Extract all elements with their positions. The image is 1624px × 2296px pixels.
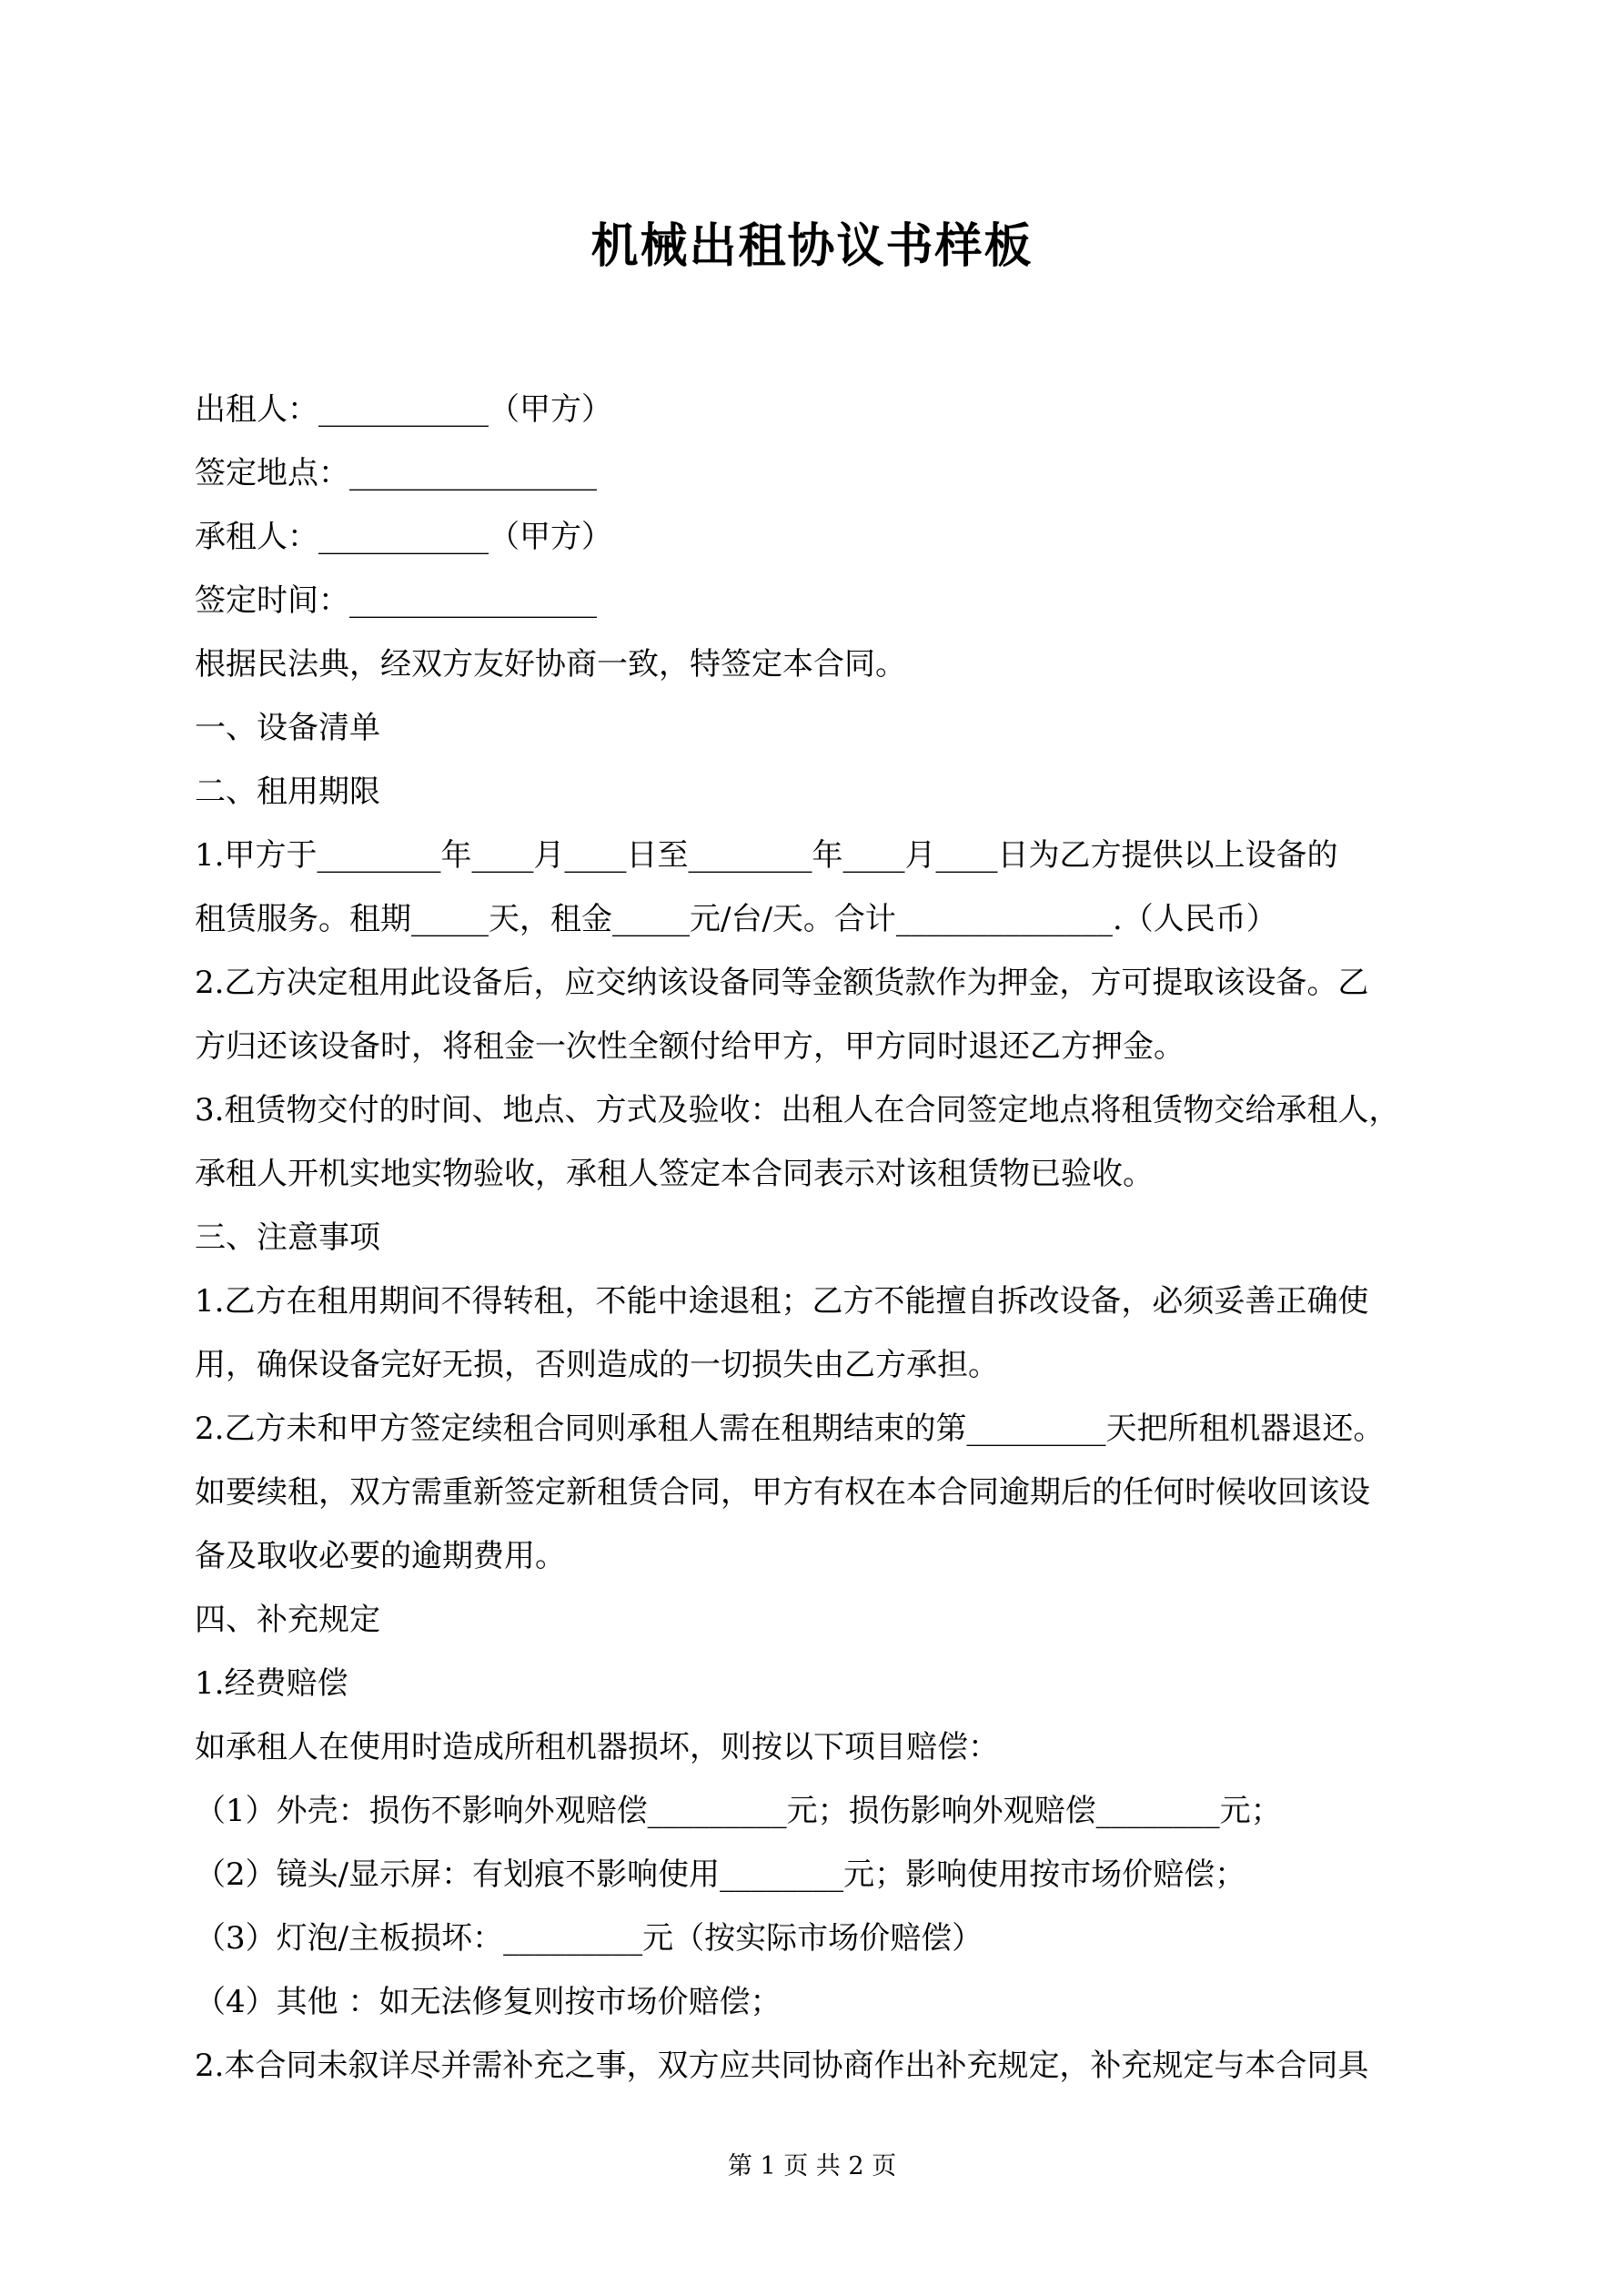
paragraph-line: 2.乙方未和甲方签定续租合同则承租人需在租期结束的第_________天把所租机器退还。	[195, 1411, 1385, 1447]
page-footer: 第 1 页 共 2 页	[727, 2152, 897, 2180]
paragraph-line: 备及取收必要的逾期费用。	[195, 1538, 566, 1574]
paragraph-line: 1.甲方于________年____月____日至________年____月____日为乙方提供以上设备的	[195, 837, 1338, 874]
paragraph-line: 承租人开机实地实物验收，承租人签定本合同表示对该租赁物已验收。	[195, 1156, 1154, 1192]
paragraph-line: 3.租赁物交付的时间、地点、方式及验收：出租人在合同签定地点将租赁物交给承租人，	[195, 1092, 1400, 1128]
paragraph-line: 用，确保设备完好无损，否则造成的一切损失由乙方承担。	[195, 1347, 999, 1383]
lessor-line: 出租人：___________（甲方）	[195, 391, 612, 428]
paragraph-line: 2.乙方决定租用此设备后，应交纳该设备同等金额货款作为押金，方可提取该设备。乙	[195, 965, 1369, 1001]
signing-time-line: 签定时间：________________	[195, 582, 597, 619]
section-heading-supplement: 四、补充规定	[195, 1602, 380, 1638]
compensation-item: （4）其他 ：如无法修复则按市场价赔偿；	[195, 1984, 782, 2020]
compensation-item: （3）灯泡/主板损坏：_________元（按实际市场价赔偿）	[195, 1920, 983, 1957]
paragraph-line: 租赁服务。租期_____天，租金_____元/台/天。合计______________.（人民币）	[195, 901, 1277, 937]
subheading-compensation: 1.经费赔偿	[195, 1665, 348, 1702]
paragraph-line: 2.本合同未叙详尽并需补充之事，双方应共同协商作出补充规定，补充规定与本合同具	[195, 2048, 1369, 2084]
signing-place-line: 签定地点：________________	[195, 455, 597, 491]
paragraph-line: 方归还该设备时，将租金一次性全额付给甲方，甲方同时退还乙方押金。	[195, 1028, 1185, 1065]
compensation-item: （2）镜头/显示屏：有划痕不影响使用________元；影响使用按市场价赔偿；	[195, 1856, 1246, 1893]
document-title: 机械出租协议书样板	[590, 219, 1034, 274]
preamble-line: 根据民法典，经双方友好协商一致，特签定本合同。	[195, 646, 906, 683]
lessee-line: 承租人：___________（甲方）	[195, 519, 612, 555]
section-heading-term: 二、租用期限	[195, 774, 380, 810]
compensation-item: （1）外壳：损伤不影响外观赔偿_________元；损伤影响外观赔偿________元；	[195, 1793, 1282, 1829]
section-heading-notes: 三、注意事项	[195, 1219, 380, 1256]
paragraph-line: 如要续租，双方需重新签定新租赁合同，甲方有权在本合同逾期后的任何时候收回该设	[195, 1474, 1370, 1511]
paragraph-line: 如承租人在使用时造成所租机器损坏，则按以下项目赔偿：	[195, 1729, 999, 1765]
paragraph-line: 1.乙方在租用期间不得转租，不能中途退租；乙方不能擅自拆改设备，必须妥善正确使	[195, 1283, 1369, 1320]
section-heading-equipment: 一、设备清单	[195, 710, 380, 746]
